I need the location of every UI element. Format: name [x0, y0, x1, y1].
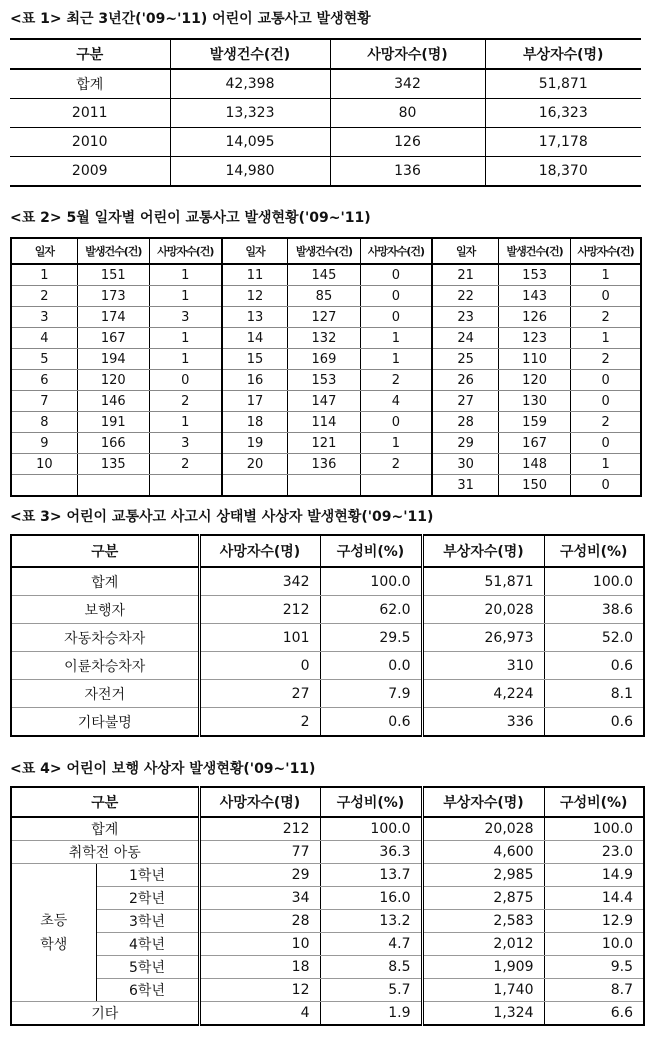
- table-cell: 0.0: [320, 652, 422, 680]
- table-row: [11, 307, 641, 328]
- table-row: [11, 454, 641, 475]
- table-row: [11, 1002, 644, 1026]
- table-cell: 23.0: [544, 841, 644, 864]
- table-cell: 13.7: [320, 864, 422, 887]
- table-cell: 24: [432, 328, 498, 349]
- table3-header-row: [11, 535, 644, 567]
- table-row: [11, 412, 641, 433]
- table-cell: 2010: [10, 128, 170, 157]
- table-row: [11, 475, 641, 497]
- table-cell: 18: [222, 412, 288, 433]
- table-cell: 기타: [11, 1002, 199, 1026]
- table-cell: 3: [11, 307, 77, 328]
- table-cell: 151: [77, 264, 149, 286]
- table2-header: 발생건수(건): [77, 238, 149, 264]
- table-cell: 2: [149, 454, 221, 475]
- table1-header: 사망자수(명): [330, 39, 485, 69]
- table-cell: 22: [432, 286, 498, 307]
- table-cell: [222, 475, 288, 497]
- table-row: [11, 349, 641, 370]
- table-cell: 2: [571, 349, 641, 370]
- table-cell: 191: [77, 412, 149, 433]
- table-cell: 자전거: [11, 680, 199, 708]
- table-row: [11, 624, 644, 652]
- table-cell: 합계: [10, 69, 170, 99]
- table-cell: 1: [360, 433, 432, 454]
- table-cell: 132: [288, 328, 360, 349]
- table-cell: 1: [11, 264, 77, 286]
- table-cell: 2: [571, 307, 641, 328]
- table2-header-row: [11, 238, 641, 264]
- table-cell: 21: [432, 264, 498, 286]
- table-cell: 85: [288, 286, 360, 307]
- table-cell: 26,973: [422, 624, 544, 652]
- table-cell: 16: [222, 370, 288, 391]
- table-cell: 6: [11, 370, 77, 391]
- table-cell: 14.4: [544, 887, 644, 910]
- table-cell: 0: [571, 370, 641, 391]
- table-cell: 18: [199, 956, 320, 979]
- table-row: [11, 264, 641, 286]
- table-cell: 0: [360, 264, 432, 286]
- table-cell: 12.9: [544, 910, 644, 933]
- table-cell: 135: [77, 454, 149, 475]
- table-cell: 101: [199, 624, 320, 652]
- table-cell: 51,871: [422, 567, 544, 596]
- table-cell: 127: [288, 307, 360, 328]
- table-row: [11, 708, 644, 737]
- table-row: [10, 157, 641, 187]
- table-cell: 0: [571, 475, 641, 497]
- table-cell: 1,324: [422, 1002, 544, 1026]
- table-cell: 23: [432, 307, 498, 328]
- table-cell: 2: [360, 370, 432, 391]
- table-cell: 16.0: [320, 887, 422, 910]
- table-row: [10, 69, 641, 99]
- table-cell: 3: [149, 433, 221, 454]
- table-cell: 14.9: [544, 864, 644, 887]
- table-cell: 167: [498, 433, 570, 454]
- table1-title: <표 1> 최근 3년간('09~'11) 어린이 교통사고 발생현황: [10, 11, 371, 27]
- table-cell: 16,323: [485, 99, 641, 128]
- table-row: [11, 391, 641, 412]
- table-cell: 126: [330, 128, 485, 157]
- table-cell: 29: [432, 433, 498, 454]
- table-cell: 25: [432, 349, 498, 370]
- table-cell: 1: [149, 328, 221, 349]
- table-cell: 10: [11, 454, 77, 475]
- table3-header: 구성비(%): [544, 535, 644, 567]
- table-cell: 20,028: [422, 817, 544, 841]
- table4-grades: [11, 864, 644, 1002]
- table-cell: 20: [222, 454, 288, 475]
- table-cell: 77: [199, 841, 320, 864]
- table-cell: [11, 475, 77, 497]
- table-cell: 8.7: [544, 979, 644, 1002]
- table-cell: 147: [288, 391, 360, 412]
- table-cell: 0: [149, 370, 221, 391]
- elementary-student-label: [11, 864, 96, 1002]
- table-cell: 146: [77, 391, 149, 412]
- table4-header: 구성비(%): [544, 787, 644, 817]
- table4-header: 사망자수(명): [199, 787, 320, 817]
- table3-header: 구성비(%): [320, 535, 422, 567]
- table-row: [11, 433, 641, 454]
- table-cell: 153: [288, 370, 360, 391]
- table-cell: 153: [498, 264, 570, 286]
- table-cell: 4.7: [320, 933, 422, 956]
- table-cell: [360, 475, 432, 497]
- table-row: [11, 979, 644, 1002]
- table-cell: 0.6: [320, 708, 422, 737]
- table2-header: 발생건수(건): [288, 238, 360, 264]
- table-row: [11, 910, 644, 933]
- table-cell: 2,875: [422, 887, 544, 910]
- table4-title: <표 4> 어린이 보행 사상자 발생현황('09~'11): [10, 761, 316, 777]
- table-cell: 27: [432, 391, 498, 412]
- table4: [10, 786, 645, 1026]
- table2: [10, 237, 642, 497]
- table4-header: 구성비(%): [320, 787, 422, 817]
- table-cell: 1학년: [96, 864, 199, 887]
- table-cell: 보행자: [11, 596, 199, 624]
- table-cell: 336: [422, 708, 544, 737]
- table-cell: 38.6: [544, 596, 644, 624]
- table-cell: 29.5: [320, 624, 422, 652]
- table-cell: 3: [149, 307, 221, 328]
- table-cell: 기타불명: [11, 708, 199, 737]
- elementary-label-line: 학생: [40, 936, 68, 953]
- table-cell: 80: [330, 99, 485, 128]
- table-cell: 310: [422, 652, 544, 680]
- table-cell: 14: [222, 328, 288, 349]
- table-cell: 150: [498, 475, 570, 497]
- table4-header: 부상자수(명): [422, 787, 544, 817]
- table-row: [11, 817, 644, 841]
- table-row: [11, 887, 644, 910]
- table-cell: 8.1: [544, 680, 644, 708]
- table-cell: 8: [11, 412, 77, 433]
- table-cell: 12: [199, 979, 320, 1002]
- table-cell: 2,985: [422, 864, 544, 887]
- table-cell: 18,370: [485, 157, 641, 187]
- table-cell: 136: [330, 157, 485, 187]
- table-row: [11, 680, 644, 708]
- table-cell: 31: [432, 475, 498, 497]
- table2-header: 사망자수(건): [571, 238, 641, 264]
- table-cell: 1.9: [320, 1002, 422, 1026]
- table-cell: 3학년: [96, 910, 199, 933]
- table-cell: 9.5: [544, 956, 644, 979]
- table-cell: 2,012: [422, 933, 544, 956]
- table-cell: 52.0: [544, 624, 644, 652]
- table-cell: 34: [199, 887, 320, 910]
- table3-header: 부상자수(명): [422, 535, 544, 567]
- table-cell: 1,740: [422, 979, 544, 1002]
- table2-header: 일자: [432, 238, 498, 264]
- table-cell: 30: [432, 454, 498, 475]
- table2-header: 사망자수(건): [149, 238, 221, 264]
- table-cell: 100.0: [544, 567, 644, 596]
- table-row: [11, 956, 644, 979]
- table-cell: 1: [571, 454, 641, 475]
- table-cell: 자동차승차자: [11, 624, 199, 652]
- table-cell: 2: [149, 391, 221, 412]
- table-cell: 174: [77, 307, 149, 328]
- table-cell: 169: [288, 349, 360, 370]
- table-cell: 0: [360, 307, 432, 328]
- table-cell: 194: [77, 349, 149, 370]
- table-row: [11, 841, 644, 864]
- table-row: [11, 567, 644, 596]
- table-row: [11, 370, 641, 391]
- table-cell: 12: [222, 286, 288, 307]
- table-cell: 167: [77, 328, 149, 349]
- table-cell: 51,871: [485, 69, 641, 99]
- table-cell: 1: [149, 264, 221, 286]
- table-cell: 28: [432, 412, 498, 433]
- table-cell: 0.6: [544, 652, 644, 680]
- table-cell: [149, 475, 221, 497]
- table-cell: 42,398: [170, 69, 330, 99]
- table-cell: 1: [149, 349, 221, 370]
- table-cell: 4,600: [422, 841, 544, 864]
- table-cell: 36.3: [320, 841, 422, 864]
- table-cell: 100.0: [320, 817, 422, 841]
- table1-header: 부상자수(명): [485, 39, 641, 69]
- table-cell: 17,178: [485, 128, 641, 157]
- table-cell: 9: [11, 433, 77, 454]
- table-cell: 2,583: [422, 910, 544, 933]
- table-cell: 0: [199, 652, 320, 680]
- table-cell: 5학년: [96, 956, 199, 979]
- table-cell: 1: [571, 264, 641, 286]
- table-cell: 4학년: [96, 933, 199, 956]
- table-cell: 212: [199, 817, 320, 841]
- table-cell: 0: [571, 391, 641, 412]
- table-cell: 2: [199, 708, 320, 737]
- table1-header: 발생건수(건): [170, 39, 330, 69]
- table-cell: 13,323: [170, 99, 330, 128]
- table-cell: 6학년: [96, 979, 199, 1002]
- table-cell: 4,224: [422, 680, 544, 708]
- table-cell: 123: [498, 328, 570, 349]
- table4-header: 구분: [11, 787, 199, 817]
- table-cell: [288, 475, 360, 497]
- table-cell: 10.0: [544, 933, 644, 956]
- table-row: [11, 652, 644, 680]
- table-cell: 120: [77, 370, 149, 391]
- table-cell: 342: [199, 567, 320, 596]
- table-cell: 이륜차승차자: [11, 652, 199, 680]
- table-cell: 5: [11, 349, 77, 370]
- table-cell: 6.6: [544, 1002, 644, 1026]
- table-cell: 20,028: [422, 596, 544, 624]
- table2-header: 일자: [222, 238, 288, 264]
- table-cell: 취학전 아동: [11, 841, 199, 864]
- table-cell: 29: [199, 864, 320, 887]
- table2-header: 일자: [11, 238, 77, 264]
- table-cell: 1: [571, 328, 641, 349]
- table-cell: 4: [360, 391, 432, 412]
- table2-body: [11, 264, 641, 496]
- table-cell: 13: [222, 307, 288, 328]
- table3-title: <표 3> 어린이 교통사고 사고시 상태별 사상자 발생현황('09~'11): [10, 509, 434, 525]
- table4-header-row: [11, 787, 644, 817]
- table-cell: 14,980: [170, 157, 330, 187]
- table-cell: 14,095: [170, 128, 330, 157]
- table-cell: 0.6: [544, 708, 644, 737]
- elementary-label-line: 초등: [40, 912, 68, 929]
- table-cell: 114: [288, 412, 360, 433]
- table-cell: 27: [199, 680, 320, 708]
- table3: [10, 534, 645, 737]
- table-cell: 100.0: [320, 567, 422, 596]
- table-cell: 0: [360, 412, 432, 433]
- table-cell: 121: [288, 433, 360, 454]
- table3-header: 구분: [11, 535, 199, 567]
- table-cell: 159: [498, 412, 570, 433]
- table-cell: 1: [360, 328, 432, 349]
- table-row: [11, 933, 644, 956]
- table-row: [11, 328, 641, 349]
- table-cell: 120: [498, 370, 570, 391]
- table-cell: 0: [571, 433, 641, 454]
- table-cell: 7: [11, 391, 77, 412]
- table-cell: [77, 475, 149, 497]
- table1-header: 구분: [10, 39, 170, 69]
- table-row: [11, 286, 641, 307]
- table-row: [10, 99, 641, 128]
- table-cell: 10: [199, 933, 320, 956]
- table-cell: 136: [288, 454, 360, 475]
- table-cell: 126: [498, 307, 570, 328]
- table1-header-row: [10, 39, 641, 69]
- table-cell: 173: [77, 286, 149, 307]
- table-cell: 110: [498, 349, 570, 370]
- table-cell: 8.5: [320, 956, 422, 979]
- table1: [10, 38, 641, 187]
- table-cell: 17: [222, 391, 288, 412]
- table-cell: 13.2: [320, 910, 422, 933]
- table3-header: 사망자수(명): [199, 535, 320, 567]
- table-cell: 28: [199, 910, 320, 933]
- table-cell: 1,909: [422, 956, 544, 979]
- table3-body: [11, 567, 644, 736]
- table2-header: 발생건수(건): [498, 238, 570, 264]
- table2-title: <표 2> 5월 일자별 어린이 교통사고 발생현황('09~'11): [10, 210, 371, 226]
- table-cell: 0: [571, 286, 641, 307]
- table-cell: 145: [288, 264, 360, 286]
- table-cell: 100.0: [544, 817, 644, 841]
- table-cell: 1: [149, 286, 221, 307]
- table-cell: 2: [11, 286, 77, 307]
- table-cell: 2학년: [96, 887, 199, 910]
- table-cell: 26: [432, 370, 498, 391]
- table-cell: 130: [498, 391, 570, 412]
- table-cell: 19: [222, 433, 288, 454]
- table-cell: 7.9: [320, 680, 422, 708]
- table-cell: 1: [149, 412, 221, 433]
- table2-header: 사망자수(건): [360, 238, 432, 264]
- table-row: [11, 864, 644, 887]
- table-cell: 62.0: [320, 596, 422, 624]
- table-cell: 2: [571, 412, 641, 433]
- table-cell: 11: [222, 264, 288, 286]
- table-cell: 합계: [11, 817, 199, 841]
- table-row: [10, 128, 641, 157]
- table-cell: 0: [360, 286, 432, 307]
- table-cell: 143: [498, 286, 570, 307]
- table-row: [11, 596, 644, 624]
- table-cell: 1: [360, 349, 432, 370]
- table-cell: 2: [360, 454, 432, 475]
- table-cell: 5.7: [320, 979, 422, 1002]
- table-cell: 4: [11, 328, 77, 349]
- table-cell: 212: [199, 596, 320, 624]
- table-cell: 342: [330, 69, 485, 99]
- table-cell: 166: [77, 433, 149, 454]
- table-cell: 2009: [10, 157, 170, 187]
- table-cell: 148: [498, 454, 570, 475]
- table-cell: 4: [199, 1002, 320, 1026]
- table-cell: 2011: [10, 99, 170, 128]
- table-cell: 합계: [11, 567, 199, 596]
- table-cell: 15: [222, 349, 288, 370]
